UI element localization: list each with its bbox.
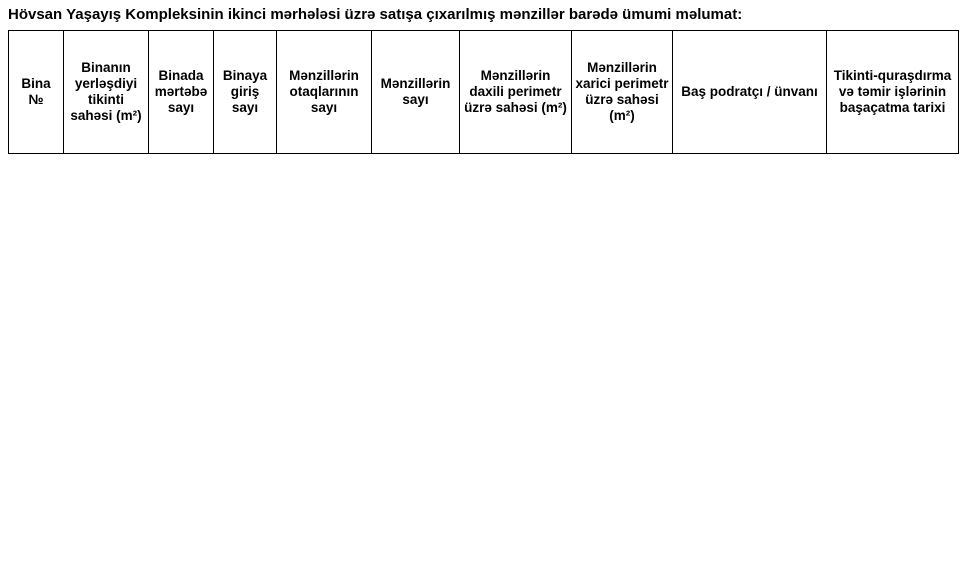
- column-header: Bina №: [9, 31, 64, 154]
- apartments-table: [8, 30, 959, 154]
- header-row: [9, 31, 959, 154]
- column-header: Binanın yerləşdiyi tikinti sahəsi (m²): [64, 31, 149, 154]
- column-header: Binaya giriş sayı: [214, 31, 277, 154]
- page-title: Hövsan Yaşayış Kompleksinin ikinci mərhələsi üzrə satışa çıxarılmış mənzillər barədə ümumi məlumat:: [8, 6, 743, 23]
- column-header: Mənzillərin daxili perimetr üzrə sahəsi (m²): [460, 31, 572, 154]
- column-header: Baş podratçı / ünvanı: [673, 31, 827, 154]
- column-header: Binada mərtəbə sayı: [149, 31, 214, 154]
- column-header: Tikinti-quraşdırma və təmir işlərinin başaçatma tarixi: [827, 31, 959, 154]
- column-header: Mənzillərin xarici perimetr üzrə sahəsi (m²): [572, 31, 673, 154]
- column-header: Mənzillərin otaqlarının sayı: [277, 31, 372, 154]
- table-header: [9, 31, 959, 154]
- column-header: Mənzillərin sayı: [372, 31, 460, 154]
